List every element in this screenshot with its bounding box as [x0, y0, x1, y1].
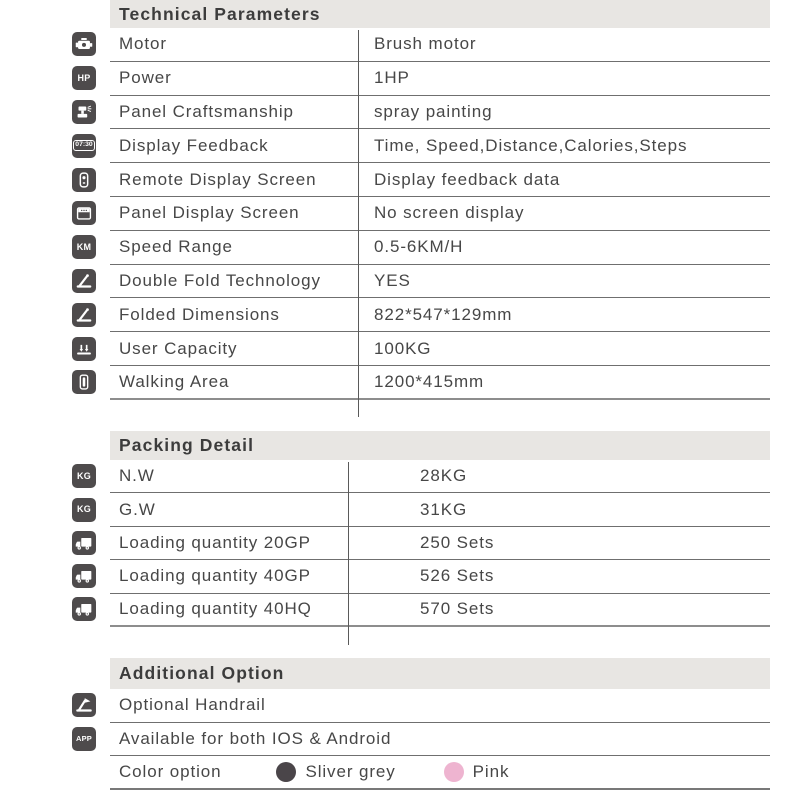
param-value: spray painting	[374, 101, 493, 121]
kg-icon-text: KG	[77, 504, 91, 515]
row-panel-display-screen	[110, 197, 770, 231]
row-loading-40hq	[110, 594, 770, 627]
param-label: Folded Dimensions	[119, 304, 280, 324]
param-value: Display feedback data	[374, 169, 561, 189]
row-gross-weight	[77, 493, 770, 526]
param-value: 1200*415mm	[374, 371, 485, 391]
param-value: Time, Speed,Distance,Calories,Steps	[374, 135, 688, 155]
param-value: 822*547*129mm	[374, 304, 513, 324]
param-label: Panel Display Screen	[119, 203, 300, 223]
row-optional-handrail	[110, 689, 770, 723]
row-user-capacity	[110, 332, 770, 366]
panel-screen-icon	[72, 201, 96, 225]
section-title: Packing Detail	[110, 431, 770, 460]
motor-icon	[72, 32, 96, 56]
row-color-option	[110, 756, 770, 790]
fold-treadmill-icon	[72, 269, 96, 293]
column-divider	[358, 30, 359, 417]
handrail-icon	[72, 693, 96, 717]
truck-icon	[72, 531, 96, 555]
row-loading-20gp	[110, 527, 770, 560]
row-net-weight	[77, 460, 770, 493]
row-motor	[110, 28, 770, 62]
param-label: Motor	[119, 34, 167, 54]
capacity-icon	[72, 337, 96, 361]
param-label: Double Fold Technology	[119, 270, 321, 290]
additional-option-section	[75, 658, 770, 790]
section-title: Technical Parameters	[110, 0, 770, 28]
param-label: G.W	[119, 499, 156, 519]
param-value: 100KG	[374, 338, 432, 358]
row-power	[77, 62, 770, 96]
row-loading-40gp	[110, 560, 770, 593]
app-icon-text: APP	[75, 734, 93, 744]
param-label: Panel Craftsmanship	[119, 101, 294, 121]
remote-control-icon	[72, 168, 96, 192]
color-option-label: Pink	[472, 762, 510, 782]
row-folded-dimensions	[110, 298, 770, 332]
param-value: 250 Sets	[420, 532, 495, 552]
param-value: 570 Sets	[420, 599, 495, 619]
row-remote-display-screen	[110, 163, 770, 197]
kg-icon	[72, 464, 96, 488]
param-label: Loading quantity 40GP	[119, 566, 311, 586]
walking-belt-icon	[72, 370, 96, 394]
section-title: Additional Option	[110, 658, 770, 689]
param-label: Available for both IOS & Android	[119, 729, 392, 749]
row-app-availability	[75, 723, 770, 757]
row-display-feedback	[75, 129, 770, 163]
column-divider	[348, 462, 349, 645]
param-value: YES	[374, 270, 411, 290]
param-label: Optional Handrail	[119, 695, 266, 715]
km-icon-text: KM	[76, 241, 92, 252]
clock-icon-text: 07:30	[73, 140, 95, 151]
param-label: Loading quantity 20GP	[119, 532, 311, 552]
row-walking-area	[110, 366, 770, 400]
param-label: N.W	[119, 466, 155, 486]
param-label: Walking Area	[119, 371, 230, 391]
param-label: Speed Range	[119, 237, 233, 257]
kg-icon	[72, 498, 96, 522]
param-value: 28KG	[420, 466, 468, 486]
param-label: Loading quantity 40HQ	[119, 599, 312, 619]
param-value: 526 Sets	[420, 566, 495, 586]
folded-treadmill-icon	[72, 303, 96, 327]
technical-parameters-section	[75, 0, 770, 400]
param-label: Color option	[119, 762, 222, 782]
app-icon	[72, 727, 96, 751]
truck-icon	[72, 564, 96, 588]
param-value: 0.5-6KM/H	[374, 237, 464, 257]
packing-detail-section	[77, 431, 770, 627]
color-option-label: Sliver grey	[305, 762, 396, 782]
param-value: 31KG	[420, 499, 468, 519]
param-label: User Capacity	[119, 338, 238, 358]
param-label: Remote Display Screen	[119, 169, 317, 189]
hp-icon-text: HP	[77, 72, 91, 83]
hp-icon	[72, 66, 96, 90]
row-double-fold	[110, 265, 770, 299]
param-value: No screen display	[374, 203, 525, 223]
digital-clock-icon	[72, 134, 96, 158]
pink-swatch	[444, 762, 464, 782]
param-value: 1HP	[374, 68, 410, 88]
row-panel-craftsmanship	[110, 96, 770, 130]
km-icon	[72, 235, 96, 259]
param-label: Display Feedback	[119, 135, 269, 155]
silver-grey-swatch	[276, 762, 296, 782]
kg-icon-text: KG	[77, 470, 91, 481]
param-label: Power	[119, 68, 172, 88]
param-value: Brush motor	[374, 34, 477, 54]
truck-icon	[72, 597, 96, 621]
spray-machine-icon	[72, 100, 96, 124]
row-speed-range	[76, 231, 770, 265]
